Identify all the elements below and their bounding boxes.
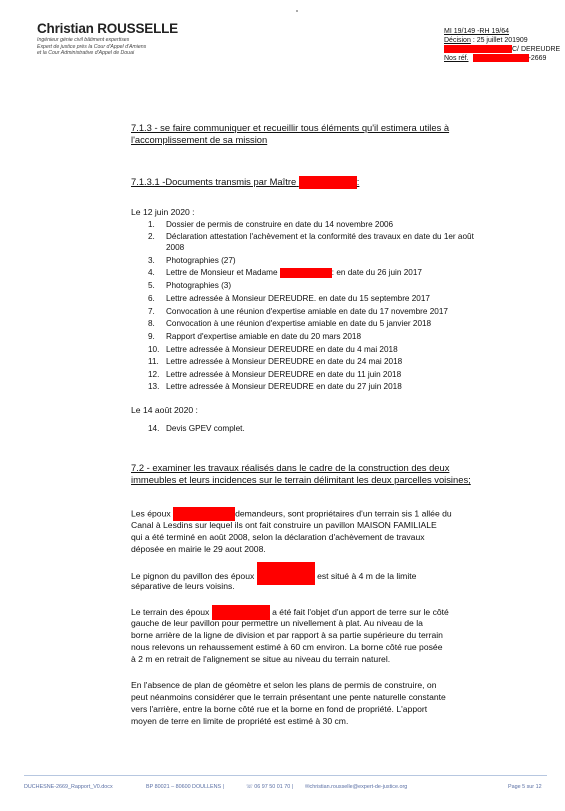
- list-item: 11. Lettre adressée à Monsieur DEREUDRE en date du 24 mai 2018: [148, 357, 403, 366]
- letterhead-subtitle-2: Expert de justice près la Cour d'Appel d'Amiens: [37, 43, 147, 50]
- section-72-title-1: 7.2 - examiner les travaux réalisés dans le cadre de la construction des deux: [131, 462, 450, 473]
- paragraph-1-line-4: déposée en mairie le 29 aout 2008.: [131, 544, 266, 554]
- paragraph-1-line-3: qui a été terminé en août 2008, selon la déclaration d'achèvement de travaux: [131, 532, 425, 542]
- paragraph-3-line-5: à 2 m en retrait de l'alignement se situe au niveau du terrain naturel.: [131, 654, 391, 664]
- paragraph-4-line-1: En l'absence de plan de géomètre et selon les plans de permis de construire, on: [131, 680, 437, 690]
- list-item: 14. Devis GPEV complet.: [148, 424, 245, 433]
- paragraph-3-line-2: gauche de leur pavillon pour permettre un nivellement à plat. Au niveau de la: [131, 618, 423, 628]
- redaction-box: [173, 507, 235, 521]
- letterhead-name: Christian ROUSSELLE: [37, 21, 178, 36]
- footer-address: BP 80021 – 80600 DOULLENS |: [146, 784, 225, 790]
- list-item: 12. Lettre adressée à Monsieur DEREUDRE en date du 11 juin 2018: [148, 370, 402, 379]
- paragraph-3-line-3: borne arrière de la ligne de division et par rapport à sa partie supérieure du terrain: [131, 630, 443, 640]
- list-item: 8. Convocation à une réunion d'expertise amiable en date du 5 janvier 2018: [148, 319, 432, 328]
- section-72-title-2: immeubles et leurs incidences sur le terrain délimitant les deux parcelles voisines;: [131, 474, 471, 485]
- ref-line-1: MI 19/149 -RH 19/64: [444, 28, 509, 35]
- letterhead-subtitle-1: Ingénieur génie civil bâtiment expertises: [37, 37, 130, 43]
- date-june: Le 12 juin 2020 :: [131, 207, 195, 217]
- redaction-box: [257, 562, 315, 585]
- paragraph-3-line-4: nous relevons un rehaussement estimé à 60 cm environ. La borne côté rue posée: [131, 642, 443, 652]
- letterhead-subtitle-3: et la Cour Administrative d'Appel de Douai: [37, 50, 135, 56]
- list-item: 4. Lettre de Monsieur et Madame : en date du 26 juin 2017: [148, 268, 422, 278]
- redaction-box: [280, 268, 332, 278]
- ref-line-4: Nos réf. -2669: [444, 55, 547, 62]
- footer-email-link[interactable]: ✉christian.rousselle@expert-de-justice.org: [305, 784, 408, 790]
- redaction-box: [299, 176, 357, 189]
- list-item: 7. Convocation à une réunion d'expertise amiable en date du 17 novembre 2017: [148, 307, 448, 316]
- list-item: 3. Photographies (27): [148, 256, 236, 265]
- footer-page-number: Page 5 sur 12: [508, 784, 542, 790]
- paragraph-3-line-1: Le terrain des époux a été fait l'objet d'un apport de terre sur le côté: [131, 605, 449, 620]
- section-7131-title: 7.1.3.1 -Documents transmis par Maître :: [131, 176, 359, 189]
- footer-divider: [24, 775, 547, 776]
- paragraph-2-line-2: séparative de leurs voisins.: [131, 581, 235, 591]
- paragraph-4-line-2: peut néanmoins considérer que le terrain présentant une pente naturelle constante: [131, 692, 446, 702]
- list-item: 10. Lettre adressée à Monsieur DEREUDRE en date du 4 mai 2018: [148, 345, 398, 354]
- ref-line-2: Décision : 25 juillet 201909: [444, 37, 528, 44]
- list-item: 9. Rapport d'expertise amiable en date du 20 mars 2018: [148, 332, 362, 341]
- list-item: 13. Lettre adressée à Monsieur DEREUDRE en date du 27 juin 2018: [148, 382, 402, 391]
- redaction-box: [444, 45, 512, 53]
- paragraph-4-line-3: vers l'arrière, entre la borne côté rue et la borne en fond de propriété. L'apport: [131, 704, 428, 714]
- footer-phone: ☏ 06 97 50 01 70 |: [246, 784, 294, 790]
- footer-filename: DUCHESNE-2669_Rapport_V0.docx: [24, 784, 113, 790]
- scan-speck: [296, 10, 298, 12]
- paragraph-1-line-1: Les époux demandeurs, sont propriétaires d'un terrain sis 1 allée du: [131, 507, 452, 521]
- section-713-title-1: 7.1.3 - se faire communiquer et recueillir tous éléments qu'il estimera utiles à: [131, 122, 450, 133]
- paragraph-4-line-4: moyen de terre en limite de propriété est estimé à 30 cm.: [131, 716, 349, 726]
- redaction-box: [473, 54, 529, 62]
- paragraph-2-line-1: Le pignon du pavillon des époux est situé à 4 m de la limite: [131, 568, 416, 585]
- list-item: 1. Dossier de permis de construire en date du 14 novembre 2006: [148, 220, 394, 229]
- ref-line-3: C/ DEREUDRE: [444, 45, 560, 54]
- list-item-continuation: 2008: [166, 243, 185, 252]
- paragraph-1-line-2: Canal à Lesdins sur lequel ils ont fait construire un pavillon MAISON FAMILIALE: [131, 520, 437, 530]
- list-item: 6. Lettre adressée à Monsieur DEREUDRE. en date du 15 septembre 2017: [148, 294, 430, 303]
- section-713-title-2: l'accomplissement de sa mission: [131, 134, 268, 145]
- list-item: 2. Déclaration attestation l'achèvement et la conformité des travaux en date du 1er août: [148, 232, 474, 241]
- list-item: 5. Photographies (3): [148, 281, 232, 290]
- date-august: Le 14 août 2020 :: [131, 405, 198, 415]
